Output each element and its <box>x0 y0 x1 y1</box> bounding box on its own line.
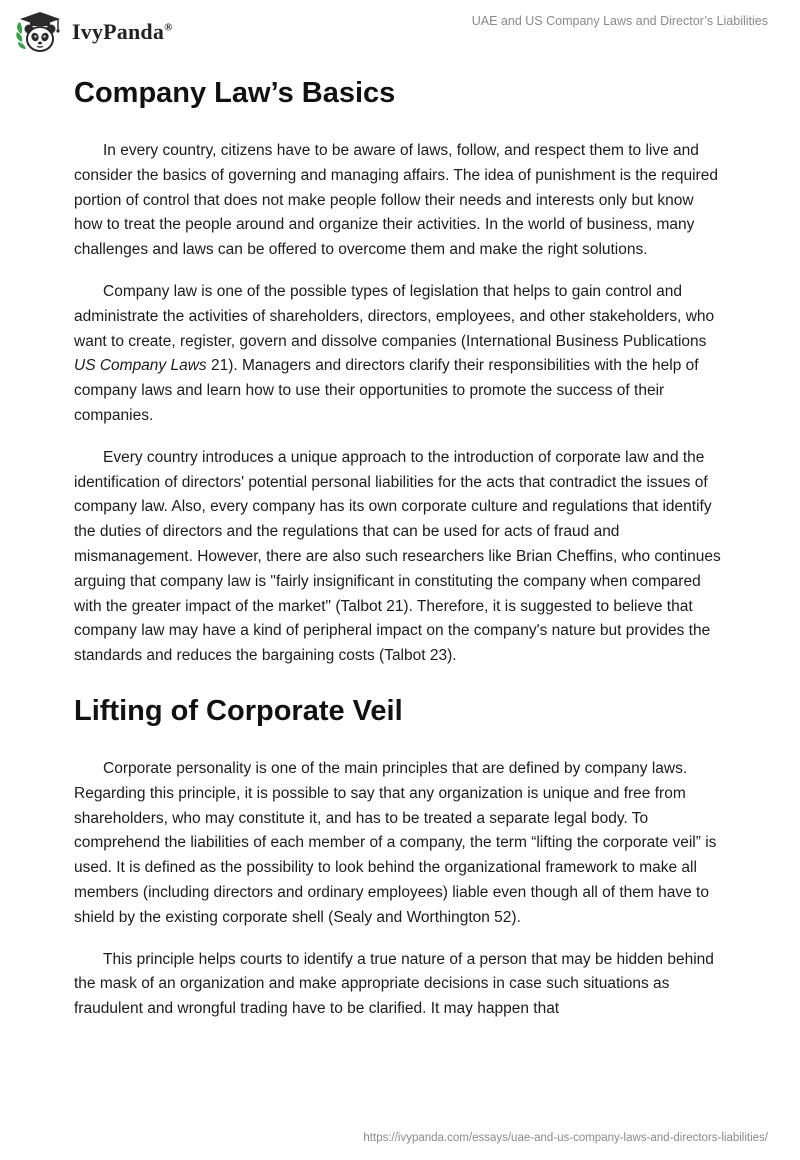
ivypanda-logo[interactable] <box>14 10 173 54</box>
paragraph-text: Company law is one of the possible types of legislation that helps to gain control and administrate the activities of shareholders, directors, employees, and other stakeholders, who want to create, register, govern and dissolve companies (International Business Publications <box>74 282 715 350</box>
paragraph-text: 21). Managers and directors clarify their responsibilities with the help of company laws and learn how to use their opportunities to promote the success of their companies. <box>74 357 699 424</box>
registered-mark: ® <box>164 21 173 34</box>
paragraph: Corporate personality is one of the main principles that are defined by company laws. Regarding this principle, it is possible to say that any organization is unique and free from shareholders, who may constitute it, and has to be treated a separate legal body. To comprehend the liabilities of each member of a company, the term “lifting the corporate veil” is used. It is defined as the possibility to look behind the organizational framework to make all members (including directors and ordinary employees) liable even though all of them have to shield by the existing corporate shell (Sealy and Worthington 52). <box>74 759 717 926</box>
paragraph: In every country, citizens have to be aware of laws, follow, and respect them to live and consider the basics of governing and managing affairs. The idea of punishment is the required portion of control that does not make people follow their needs and interests only but know how to treat the people around and organize their activities. In the world of business, many challenges and laws can be offered to overcome them and make the right solutions. <box>74 142 718 259</box>
paragraph: Every country introduces a unique approach to the introduction of corporate law and the identification of directors' potential personal liabilities for the acts that contradict the issues of company law. Also, every company has its own corporate culture and regulations that identify the duties of directors and the regulations that can be used for acts of fraud and mismanagement. However, there are also such researchers like Brian Cheffins, who continues arguing that company law is "fairly insignificant in constituting the company when compared with the greater impact of the market" (Talbot 21). Therefore, it is suggested to believe that company law may have a kind of peripheral impact on the company's nature but provides the standards and reduces the bargaining costs (Talbot 23). <box>74 448 721 665</box>
page-header <box>0 0 800 60</box>
source-url[interactable]: https://ivypanda.com/essays/uae-and-us-company-laws-and-directors-liabilities/ <box>363 1132 768 1144</box>
essay-content <box>74 70 726 1022</box>
paragraph: This principle helps courts to identify a true nature of a person that may be hidden behind the mask of an organization and make appropriate decisions in case such situations as fraudulent and wrongful trading have to be clarified. It may happen that <box>74 950 714 1018</box>
panda-graduate-icon <box>14 10 66 54</box>
section-heading: Lifting of Corporate Veil <box>74 694 403 727</box>
section-heading: Company Law’s Basics <box>74 77 396 109</box>
brand-name: IvyPanda® <box>72 19 173 44</box>
citation-title: US Company Laws <box>74 357 207 375</box>
paragraph <box>74 280 726 429</box>
document-title: UAE and US Company Laws and Director’s Liabilities <box>471 14 768 28</box>
